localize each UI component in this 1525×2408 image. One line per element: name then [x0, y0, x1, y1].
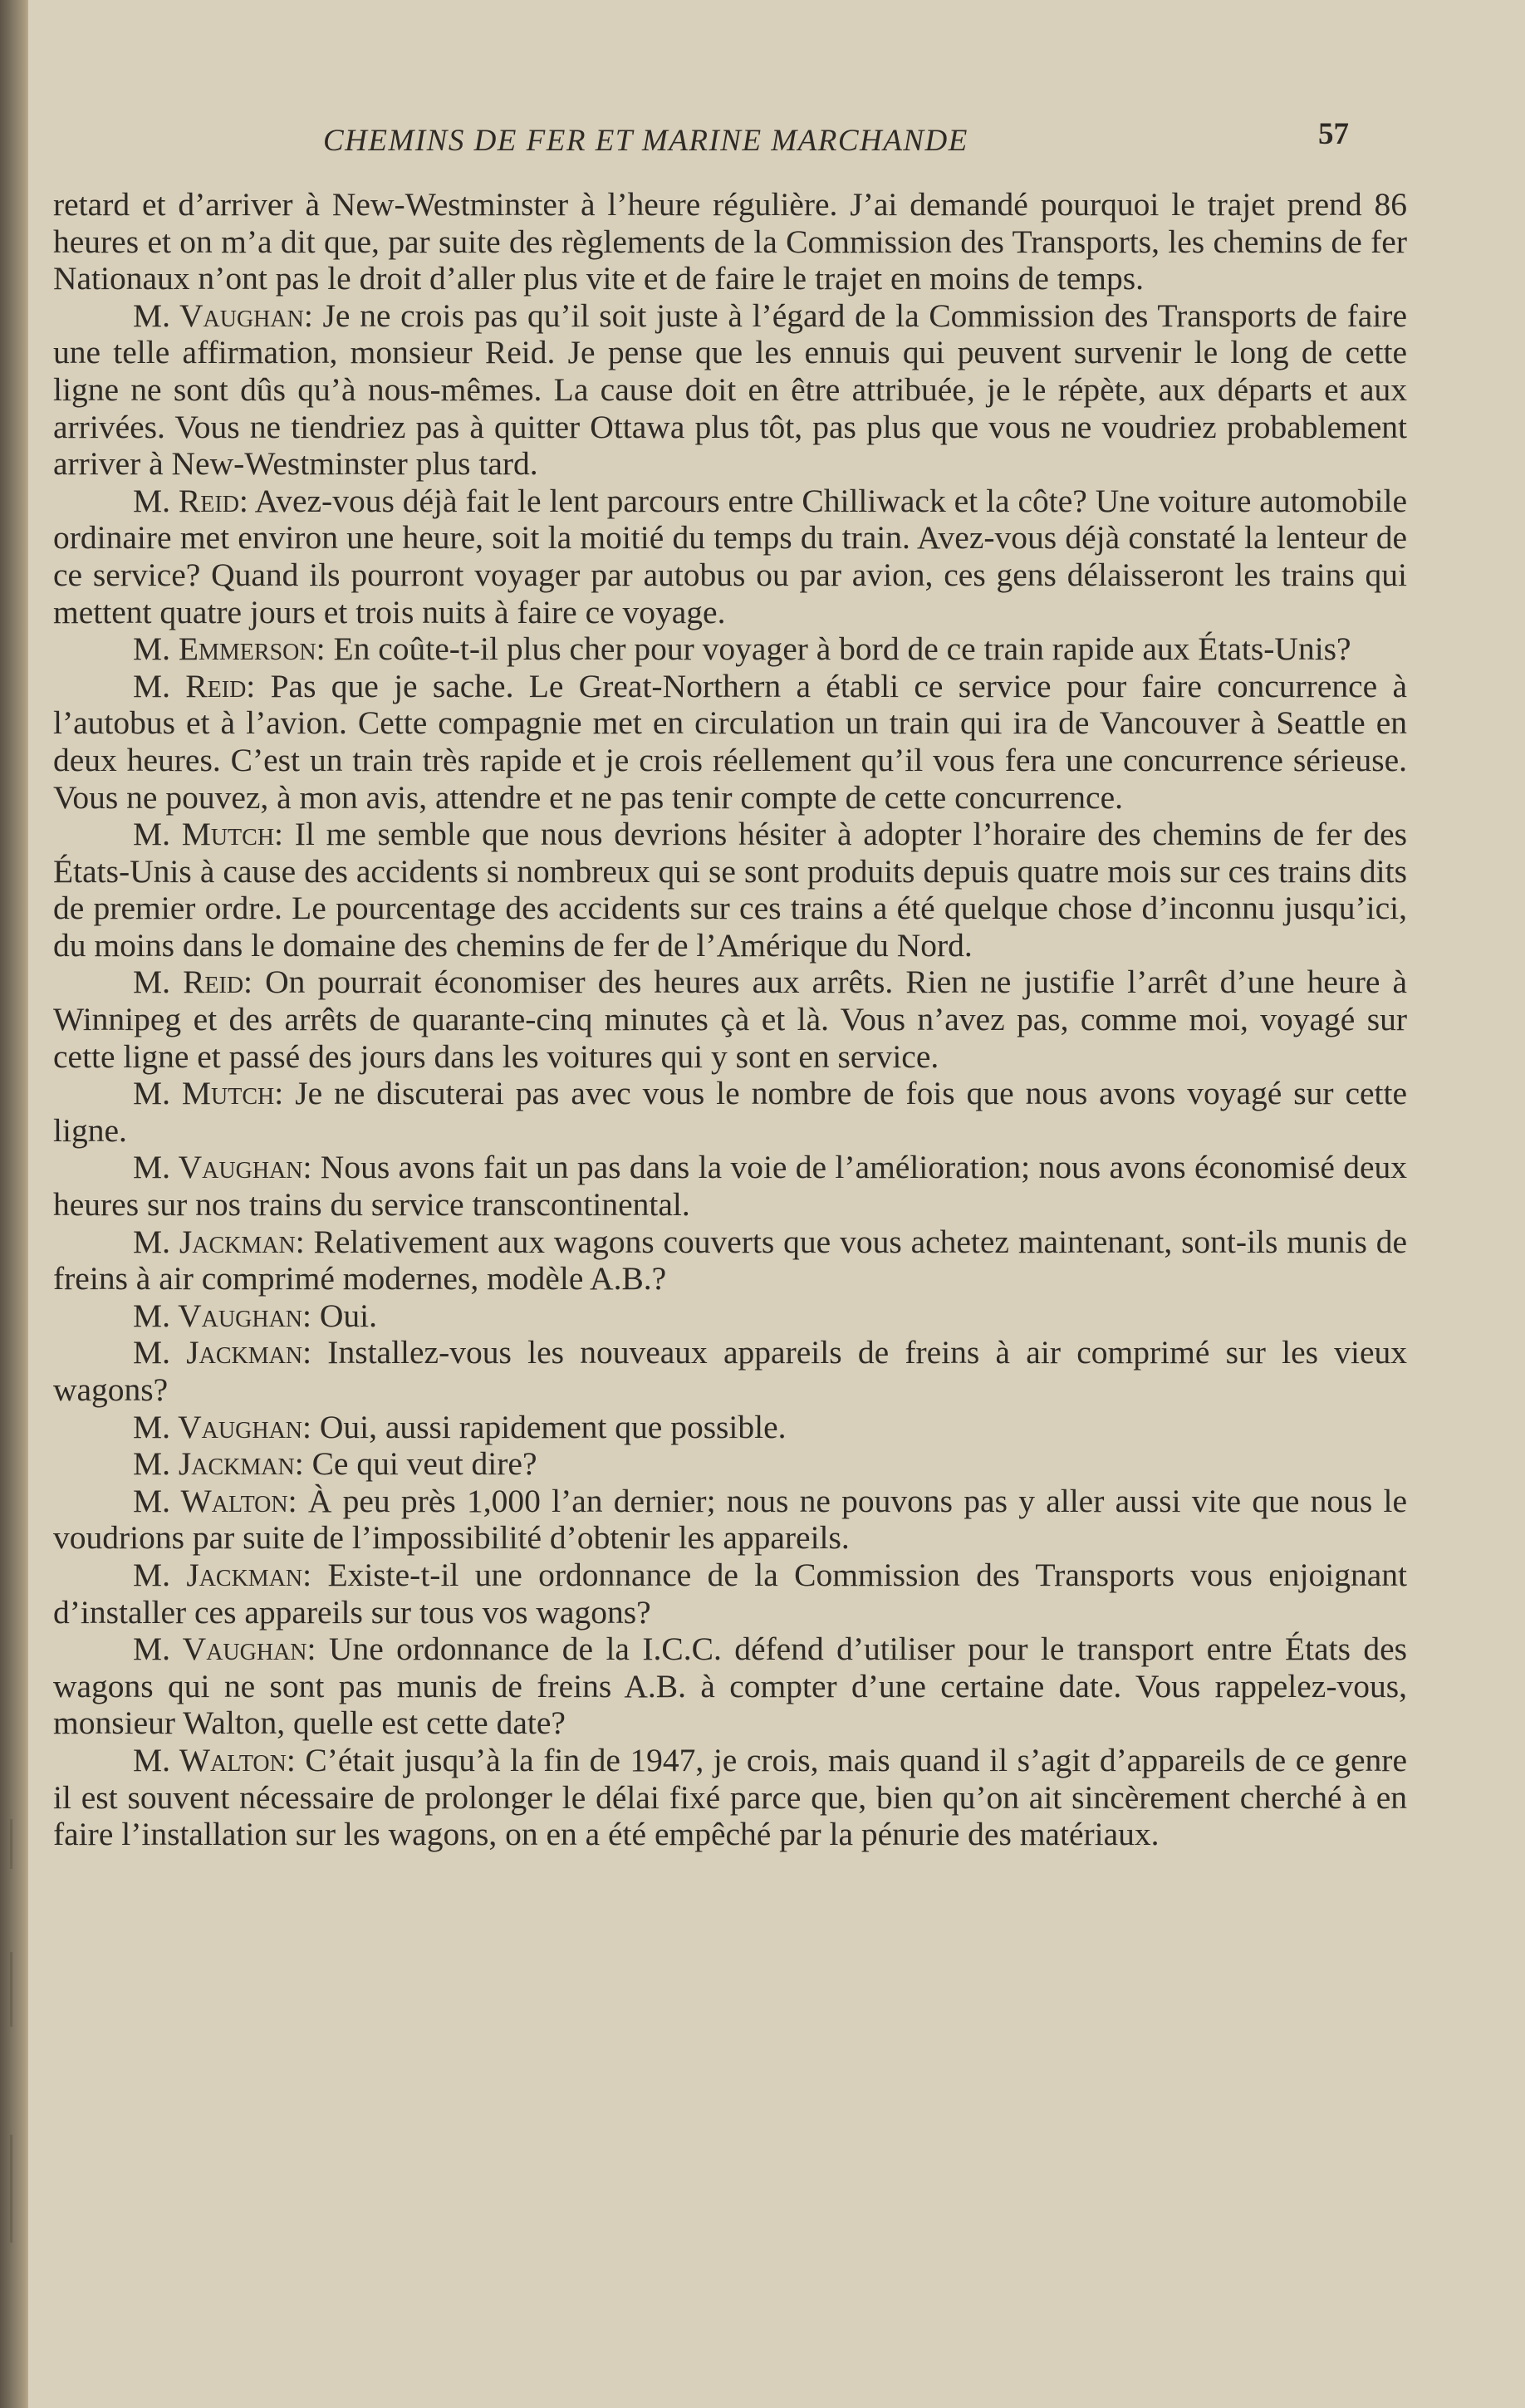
- paragraph-text: On pourrait économiser des heures aux arrêts. Rien ne justifie l’arrêt d’une heure à Winnipeg et des arrêts de quarante-cinq minutes çà et là. Vous n’avez pas, comme moi, voyagé sur cette ligne et passé des jours dans les voitures qui y sont en service.: [53, 964, 1407, 1075]
- speaker-label: M. Mutch:: [133, 1075, 284, 1112]
- speaker-label: M. Reid:: [133, 482, 248, 519]
- paragraph-text: Installez-vous les nouveaux appareils de freins à air comprimé sur les vieux wagons?: [53, 1334, 1407, 1408]
- margin-scratch-mark: [10, 2135, 12, 2243]
- paragraph-15: [53, 1483, 1407, 1557]
- paragraph-text: Relativement aux wagons couverts que vous achetez maintenant, sont-ils munis de freins à air comprimé modernes, modèle A.B.?: [53, 1223, 1407, 1297]
- paragraph-text: Oui.: [311, 1297, 377, 1334]
- paragraph-text: Oui, aussi rapidement que possible.: [311, 1408, 787, 1445]
- book-binding-edge: [0, 0, 28, 2408]
- paragraph-4: [53, 630, 1407, 668]
- paragraph-1: [53, 186, 1407, 297]
- paragraph-12: [53, 1334, 1407, 1408]
- paragraph-8: [53, 1075, 1407, 1149]
- speaker-label: M. Jackman:: [133, 1445, 304, 1483]
- paragraph-text: Avez-vous déjà fait le lent parcours entre Chilliwack et la côte? Une voiture automobile ordinaire met environ une heure, soit la moitié du temps du train. Avez-vous déjà constaté la lenteur de ce service? Quand ils pourront voyager par autobus ou par avion, ces gens délaisseront les trains qui mettent quatre jours et trois nuits à faire ce voyage.: [53, 482, 1407, 630]
- running-title: CHEMINS DE FER ET MARINE MARCHANDE: [323, 124, 968, 158]
- paragraph-10: [53, 1224, 1407, 1297]
- speaker-label: M. Vaughan:: [133, 1149, 312, 1186]
- paragraph-6: [53, 816, 1407, 964]
- paragraph-text: Ce qui veut dire?: [303, 1445, 537, 1483]
- paragraph-9: [53, 1149, 1407, 1223]
- speaker-label: M. Reid:: [133, 964, 253, 1001]
- speaker-label: M. Vaughan:: [133, 1297, 311, 1334]
- paragraph-text: retard et d’arriver à New-Westminster à l’heure régulière. J’ai demandé pourquoi le trajet prend 86 heures et on m’a dit que, par suite des règlements de la Commission des Transports, les chemins de fer Nationaux n’ont pas le droit d’aller plus vite et de faire le trajet en moins de temps.: [53, 186, 1407, 297]
- paragraph-14: [53, 1445, 1407, 1483]
- paragraph-text: Il me semble que nous devrions hésiter à adopter l’horaire des chemins de fer des États-Unis à cause des accidents si nombreux qui se sont produits depuis quatre mois sur ces trains dits de premier ordre. Le pourcentage des accidents sur ces trains a été quelque chose d’inconnu jusqu’ici, du moins dans le domaine des chemins de fer de l’Amérique du Nord.: [53, 816, 1407, 964]
- paragraph-11: [53, 1297, 1407, 1335]
- paragraph-text: En coûte-t-il plus cher pour voyager à bord de ce train rapide aux États-Unis?: [325, 630, 1351, 668]
- margin-scratch-mark: [10, 1952, 12, 2027]
- paragraph-5: [53, 668, 1407, 816]
- speaker-label: M. Reid:: [133, 667, 256, 704]
- paragraph-text: Je ne discuterai pas avec vous le nombre de fois que nous avons voyagé sur cette ligne.: [53, 1075, 1407, 1149]
- speaker-label: M. Walton:: [133, 1482, 297, 1519]
- paragraph-13: [53, 1409, 1407, 1446]
- speaker-label: M. Vaughan:: [133, 297, 313, 334]
- paragraph-18: [53, 1742, 1407, 1853]
- speaker-label: M. Jackman:: [133, 1334, 312, 1371]
- speaker-label: M. Vaughan:: [133, 1408, 311, 1445]
- paragraph-text: Une ordonnance de la I.C.C. défend d’utiliser pour le transport entre États des wagons qui ne sont pas munis de freins A.B. à compter d’une certaine date. Vous rappelez-vous, monsieur Walton, quelle est cette date?: [53, 1631, 1408, 1742]
- speaker-label: M. Jackman:: [133, 1556, 312, 1593]
- paragraph-text: Existe-t-il une ordonnance de la Commission des Transports vous enjoignant d’installer ces appareils sur tous vos wagons?: [53, 1556, 1407, 1631]
- speaker-label: M. Emmerson:: [133, 630, 326, 668]
- paragraph-3: [53, 483, 1407, 630]
- page-number: 57: [1318, 117, 1349, 151]
- paragraph-text: Pas que je sache. Le Great-Northern a établi ce service pour faire concurrence à l’autobus et à l’avion. Cette compagnie met en circulation un train qui ira de Vancouver à Seattle en deux heures. C’est un train très rapide et je crois réellement qu’il vous fera une concurrence sérieuse. Vous ne pouvez, à mon avis, attendre et ne pas tenir compte de cette concurrence.: [53, 667, 1407, 816]
- transcript-body: [53, 186, 1407, 1853]
- paragraph-2: [53, 297, 1407, 483]
- speaker-label: M. Vaughan:: [133, 1631, 316, 1668]
- book-page: [28, 0, 1525, 2408]
- paragraph-16: [53, 1557, 1407, 1631]
- paragraph-text: Nous avons fait un pas dans la voie de l’amélioration; nous avons économisé deux heures sur nos trains du service transcontinental.: [53, 1149, 1407, 1224]
- running-header: [28, 116, 1525, 166]
- paragraph-7: [53, 964, 1407, 1075]
- margin-scratch-mark: [10, 1819, 12, 1869]
- paragraph-17: [53, 1631, 1407, 1742]
- speaker-label: M. Mutch:: [133, 816, 284, 853]
- speaker-label: M. Jackman:: [133, 1223, 305, 1260]
- paragraph-text: Je ne crois pas qu’il soit juste à l’égard de la Commission des Transports de faire une telle affirmation, monsieur Reid. Je pense que les ennuis qui peuvent survenir le long de cette ligne ne sont dûs qu’à nous-mêmes. La cause doit en être attribuée, je le répète, aux départs et aux arrivées. Vous ne tiendriez pas à quitter Ottawa plus tôt, pas plus que vous ne voudriez probablement arriver à New-Westminster plus tard.: [53, 297, 1407, 483]
- paragraph-text: À peu près 1,000 l’an dernier; nous ne pouvons pas y aller aussi vite que nous le voudrions par suite de l’impossibilité d’obtenir les appareils.: [53, 1482, 1407, 1557]
- paragraph-text: C’était jusqu’à la fin de 1947, je crois, mais quand il s’agit d’appareils de ce genre il est souvent nécessaire de prolonger le délai fixé parce que, bien qu’on ait sincèrement cherché à en faire l’installation sur les wagons, on en a été empêché par la pénurie des matériaux.: [53, 1741, 1407, 1853]
- speaker-label: M. Walton:: [133, 1741, 296, 1778]
